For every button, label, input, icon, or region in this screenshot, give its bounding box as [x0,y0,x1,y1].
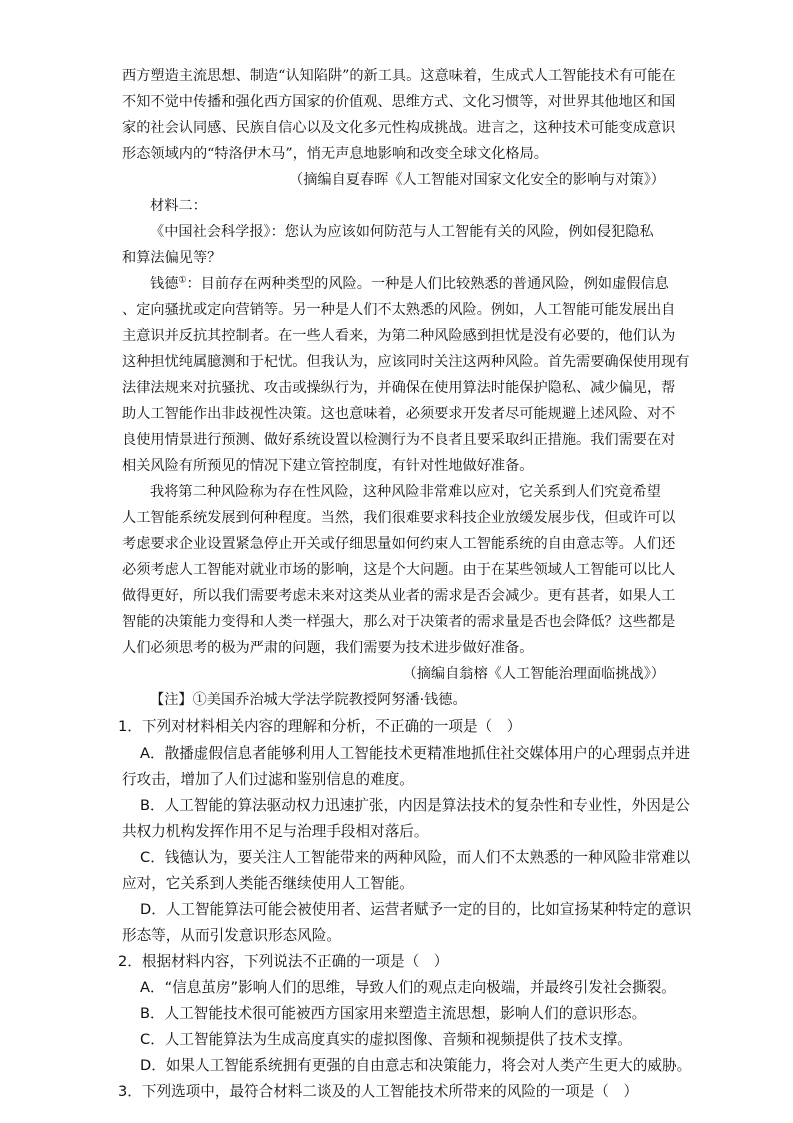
answer-line: 、定向骚扰或定向营销等。另一种是人们不太熟悉的风险。例如，人工智能可能发展出自 [122,302,676,318]
material1-line: 不知不觉中传播和强化西方国家的价值观、思维方式、文化习惯等，对世界其他地区和国 [122,94,676,110]
source-citation-2: （摘编自翁榕《人工智能治理面临挑战》） [402,666,665,682]
option-1d-cont: 形态等，从而引发意识形态风险。 [122,927,341,944]
option-1a[interactable]: A．散播虚假信息者能够利用人工智能技术更精准地抓住社交媒体用户的心理弱点并进 [140,745,690,762]
answer-line: 智能的决策能力变得和人类一样强大，那么对于决策者的需求量是否也会降低？这些都是 [122,614,676,630]
footnote: 【注】①美国乔治城大学法学院教授阿努潘·钱德。 [150,692,467,708]
question-3-stem: 3．下列选项中，最符合材料二谈及的人工智能技术所带来的风险的一项是（ ） [118,1083,639,1100]
speaker-name: 钱德 [150,276,179,292]
answer-line: 相关风险有所预见的情况下建立管控制度，有针对性地做好准备。 [122,458,534,474]
option-2d[interactable]: D．如果人工智能系统拥有更强的自由意志和决策能力，将会对人类产生更大的威胁。 [140,1057,692,1074]
interview-question: 和算法偏见等？ [122,250,222,266]
material2-heading: 材料二： [150,198,207,214]
option-2b[interactable]: B．人工智能技术很可能被西方国家用来塑造主流思想，影响人们的意识形态。 [140,1005,647,1022]
option-2a[interactable]: A．“信息茧房”影响人们的思维，导致人们的观点走向极端，并最终引发社会撕裂。 [140,979,676,996]
answer-line: 人们必须思考的极为严肃的问题，我们需要为技术进步做好准备。 [122,640,534,656]
option-1b[interactable]: B．人工智能的算法驱动权力迅速扩张，内因是算法技术的复杂性和专业性，外因是公 [140,797,690,814]
interview-question: 《中国社会科学报》：您认为应该如何防范与人工智能有关的风险，例如侵犯隐私 [150,224,654,240]
material1-line: 西方塑造主流思想、制造“认知陷阱”的新工具。这意味着，生成式人工智能技术有可能在 [122,68,676,84]
answer-text: ：目前存在两种类型的风险。一种是人们比较熟悉的普通风险，例如虚假信息 [186,276,669,292]
option-1d[interactable]: D．人工智能算法可能会被使用者、运营者赋予一定的目的，比如宣扬某种特定的意识 [140,901,692,918]
answer-line: 必须考虑人工智能对就业市场的影响，这是个大问题。由于在某些领域人工智能可以比人 [122,562,676,578]
question-1-stem: 1．下列对材料相关内容的理解和分析，不正确的一项是（ ） [118,718,522,735]
answer-line: 主意识并反抗其控制者。在一些人看来，为第二种风险感到担忧是没有必要的，他们认为 [122,328,676,344]
answer-line: 助人工智能作出非歧视性决策。这也意味着，必须要求开发者尽可能规避上述风险、对不 [122,406,676,422]
interview-answer-first [150,274,669,294]
option-1c[interactable]: C．钱德认为，要关注人工智能带来的两种风险，而人们不太熟悉的一种风险非常难以 [140,849,691,866]
source-citation-1: （摘编自夏春晖《人工智能对国家文化安全的影响与对策》） [289,172,665,188]
footnote-mark: ① [178,275,187,286]
answer-line: 这种担忧纯属臆测和于杞忧。但我认为，应该同时关注这两种风险。首先需要确保使用现有 [122,354,690,370]
answer-line: 我将第二种风险称为存在性风险，这种风险非常难以应对，它关系到人们究竟希望 [150,484,661,500]
option-1a-cont: 行攻击，增加了人们过滤和鉴别信息的难度。 [122,771,414,788]
question-2-stem: 2．根据材料内容，下列说法不正确的一项是（ ） [118,953,449,970]
material1-line: 家的社会认同感、民族自信心以及文化多元性构成挑战。进言之，这种技术可能变成意识 [122,120,676,136]
answer-line: 法律法规来对抗骚扰、攻击或操纵行为，并确保在使用算法时能保护隐私、减少偏见，帮 [122,380,676,396]
answer-line: 做得更好，所以我们需要考虑未来对这类从业者的需求是否会减少。更有甚者，如果人工 [122,588,676,604]
material1-line: 形态领域内的“特洛伊木马”，悄无声息地影响和改变全球文化格局。 [122,146,548,162]
option-1b-cont: 共权力机构发挥作用不足与治理手段相对落后。 [122,823,429,840]
answer-line: 良使用情景进行预测、做好系统设置以检测行为不良者且要采取纠正措施。我们需要在对 [122,432,676,448]
answer-line: 人工智能系统发展到何种程度。当然，我们很难要求科技企业放缓发展步伐，但或许可以 [122,510,676,526]
option-2c[interactable]: C．人工智能算法为生成高度真实的虚拟图像、音频和视频提供了技术支撑。 [140,1031,632,1048]
option-1c-cont: 应对，它关系到人类能否继续使用人工智能。 [122,875,414,892]
answer-line: 考虑要求企业设置紧急停止开关或仔细思量如何约束人工智能系统的自由意志等。人们还 [122,536,676,552]
